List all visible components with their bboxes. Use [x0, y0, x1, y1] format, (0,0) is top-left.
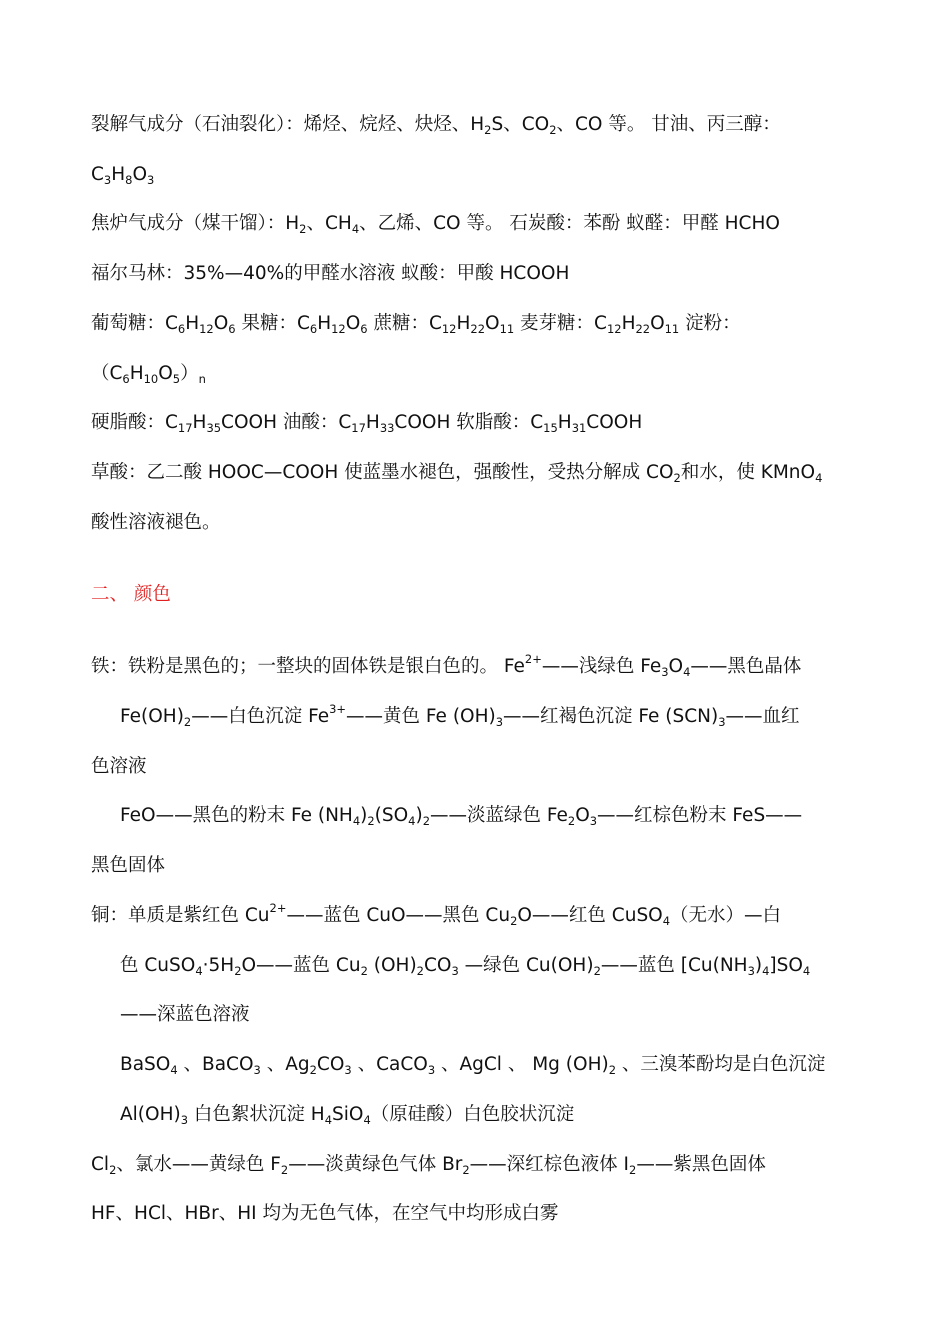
text-run: H: [456, 313, 471, 334]
subscript: 22: [635, 322, 651, 336]
superscript: 2+: [269, 901, 287, 916]
subscript: 4: [351, 222, 360, 236]
text-run: ): [360, 805, 368, 826]
text-run: H: [365, 412, 380, 433]
text-run: 、乙烯、CO 等。 石炭酸：苯酚 蚁醛：甲醛 HCHO: [359, 213, 780, 234]
text-run: ——淡黄绿色气体 Br: [288, 1154, 463, 1175]
text-run: （C: [91, 363, 123, 384]
section-heading: [91, 586, 171, 605]
text-run: O: [345, 313, 361, 334]
text-line: [91, 166, 154, 185]
text-run: O: [485, 313, 500, 334]
text-run: Al(OH): [120, 1104, 181, 1125]
subscript: 3: [747, 964, 755, 978]
text-line: [91, 758, 147, 777]
text-run: 黑色固体: [91, 855, 166, 876]
text-run: ——紫黑色固体: [636, 1154, 766, 1175]
text-run: HF、HCl、HBr、HI 均为无色气体，在空气中均形成白雾: [91, 1203, 559, 1224]
subscript: 4: [662, 914, 671, 928]
subscript: 3: [451, 964, 459, 978]
text-run: 酸性溶液褪色。: [91, 512, 221, 533]
text-run: —绿色 Cu(OH): [458, 955, 594, 976]
text-run: SiO: [331, 1104, 364, 1125]
text-run: H: [185, 313, 200, 334]
subscript: 6: [309, 322, 318, 336]
text-run: 色 CuSO: [120, 955, 196, 976]
subscript: 4: [352, 814, 361, 828]
text-run: 、Ag: [260, 1054, 310, 1075]
subscript: 2: [510, 914, 518, 928]
subscript: 8: [125, 173, 133, 187]
text-run: H: [111, 164, 126, 185]
text-line: [120, 957, 810, 976]
subscript: 2: [367, 814, 375, 828]
text-run: COOH 油酸：C: [221, 412, 352, 433]
text-line: [120, 1056, 825, 1075]
subscript: 31: [571, 421, 587, 435]
text-run: ——深蓝色溶液: [120, 1004, 250, 1025]
text-run: (SO: [374, 805, 409, 826]
subscript: 2: [484, 123, 492, 137]
subscript: 3: [253, 1063, 261, 1077]
subscript: 3: [180, 1113, 188, 1127]
subscript: 10: [143, 372, 159, 386]
text-run: ——白色沉淀 Fe: [191, 706, 330, 727]
subscript: 12: [199, 322, 214, 336]
subscript: 3: [344, 1063, 352, 1077]
text-run: ): [415, 805, 423, 826]
text-line: [91, 1156, 766, 1175]
subscript: 2: [608, 1063, 616, 1077]
text-run: CO: [423, 955, 452, 976]
subscript: 2: [416, 964, 424, 978]
subscript: 6: [360, 322, 368, 336]
subscript: 3: [718, 715, 726, 729]
text-run: Fe(OH): [120, 706, 184, 727]
text-run: 、三溴苯酚均是白色沉淀: [616, 1054, 826, 1075]
text-run: 果糖：C: [235, 313, 310, 334]
text-run: 草酸：乙二酸 HOOC—COOH 使蓝墨水褪色，强酸性，受热分解成 CO: [91, 462, 674, 483]
text-run: 淀粉：: [679, 313, 741, 334]
text-run: O: [575, 805, 590, 826]
text-run: 、BaCO: [177, 1054, 254, 1075]
subscript: 2: [360, 964, 368, 978]
subscript: 17: [351, 421, 366, 435]
text-run: 麦芽糖：C: [514, 313, 607, 334]
subscript: 12: [606, 322, 622, 336]
text-run: 铜：单质是紫红色 Cu: [91, 905, 270, 926]
text-run: ——浅绿色 Fe: [541, 656, 662, 677]
text-line: [120, 702, 800, 729]
subscript: 4: [324, 1113, 332, 1127]
text-run: 、CH: [306, 213, 352, 234]
text-run: ——血红: [725, 706, 800, 727]
text-line: [91, 652, 802, 679]
text-line: [91, 365, 206, 384]
text-run: 色溶液: [91, 756, 147, 777]
text-run: ——蓝色 CuO——黑色 Cu: [286, 905, 511, 926]
subscript: 3: [103, 173, 112, 187]
subscript: 2: [309, 1063, 317, 1077]
text-run: H: [129, 363, 144, 384]
text-run: 、CO 等。 甘油、丙三醇：: [556, 114, 781, 135]
subscript: 11: [664, 322, 680, 336]
text-line: [91, 901, 782, 928]
text-run: ）: [180, 363, 199, 384]
text-line: [120, 807, 802, 826]
text-run: C: [91, 164, 104, 185]
text-line: [91, 857, 165, 876]
subscript: 4: [363, 1113, 371, 1127]
text-run: 、AgCl 、 Mg (OH): [435, 1054, 609, 1075]
text-run: S、CO: [491, 114, 550, 135]
text-line: [91, 215, 780, 234]
text-run: (OH): [367, 955, 417, 976]
subscript: 5: [172, 372, 181, 386]
text-run: H: [317, 313, 332, 334]
text-line: [91, 464, 822, 483]
subscript: 12: [331, 322, 346, 336]
text-run: 硬脂酸：C: [91, 412, 178, 433]
text-run: 裂解气成分（石油裂化）：烯烃、烷烃、炔烃、H: [91, 114, 485, 135]
text-run: ——蓝色 [Cu(NH: [600, 955, 748, 976]
text-line: [91, 265, 569, 284]
subscript: 3: [589, 814, 598, 828]
superscript: 3+: [329, 702, 347, 717]
text-run: 、氯水——黄绿色 F: [116, 1154, 281, 1175]
subscript: 12: [441, 322, 457, 336]
text-run: ——黑色晶体: [690, 656, 802, 677]
text-run: ——淡蓝绿色 Fe: [429, 805, 568, 826]
subscript: 2: [422, 814, 430, 828]
subscript: 4: [195, 964, 203, 978]
text-run: 和水，使 KMnO: [680, 462, 816, 483]
text-run: 二、 颜色: [91, 584, 171, 605]
text-line: [91, 1205, 558, 1224]
subscript: 35: [206, 421, 222, 435]
subscript: 22: [470, 322, 485, 336]
subscript: 4: [762, 964, 770, 978]
text-run: （无水）—白: [670, 905, 782, 926]
superscript: 2+: [524, 652, 542, 667]
text-line: [91, 514, 221, 533]
subscript: 2: [280, 1163, 289, 1177]
subscript: 2: [593, 964, 601, 978]
text-run: CO: [316, 1054, 345, 1075]
text-run: ): [754, 955, 763, 976]
subscript: 2: [629, 1163, 637, 1177]
subscript: 2: [549, 123, 557, 137]
text-run: ——深红棕色液体 I: [469, 1154, 630, 1175]
text-run: 焦炉气成分（煤干馏）：H: [91, 213, 300, 234]
text-run: H: [621, 313, 636, 334]
subscript: 4: [683, 665, 691, 679]
subscript: 4: [802, 964, 811, 978]
text-run: ——红褐色沉淀 Fe (SCN): [503, 706, 719, 727]
subscript: 11: [499, 322, 515, 336]
subscript: 3: [427, 1063, 436, 1077]
text-run: O: [158, 363, 173, 384]
text-run: 蔗糖：C: [367, 313, 442, 334]
text-run: H: [557, 412, 572, 433]
subscript: 4: [408, 814, 416, 828]
text-run: （原硅酸）白色胶状沉淀: [370, 1104, 575, 1125]
subscript: 33: [379, 421, 395, 435]
subscript: 3: [495, 715, 504, 729]
text-run: BaSO: [120, 1054, 171, 1075]
subscript: 2: [183, 715, 192, 729]
subscript: 2: [673, 471, 681, 485]
text-run: ——红棕色粉末 FeS——: [597, 805, 803, 826]
text-run: O——蓝色 Cu: [241, 955, 361, 976]
text-run: 葡萄糖：C: [91, 313, 178, 334]
subscript: 17: [177, 421, 193, 435]
text-line: [120, 1106, 574, 1125]
subscript: 15: [543, 421, 558, 435]
text-line: [91, 315, 741, 334]
subscript: 4: [815, 471, 823, 485]
subscript: 3: [661, 665, 669, 679]
text-run: ]SO: [769, 955, 803, 976]
text-line: [91, 414, 642, 433]
subscript: 4: [170, 1063, 178, 1077]
text-run: COOH 软脂酸：C: [394, 412, 544, 433]
subscript: 2: [234, 964, 242, 978]
subscript: 6: [122, 372, 130, 386]
text-run: Cl: [91, 1154, 110, 1175]
text-run: 白色絮状沉淀 H: [188, 1104, 325, 1125]
text-line: [120, 1006, 250, 1025]
subscript: 2: [299, 222, 307, 236]
subscript: 3: [147, 173, 155, 187]
subscript: n: [198, 372, 206, 386]
text-run: O: [213, 313, 229, 334]
subscript: 2: [462, 1163, 470, 1177]
subscript: 6: [228, 322, 236, 336]
text-run: ——黄色 Fe (OH): [346, 706, 496, 727]
text-run: 铁：铁粉是黑色的；一整块的固体铁是银白色的。 Fe: [91, 656, 525, 677]
text-run: O: [668, 656, 684, 677]
text-run: FeO——黑色的粉末 Fe (NH: [120, 805, 353, 826]
text-run: O: [650, 313, 665, 334]
text-run: ·5H: [202, 955, 235, 976]
subscript: 2: [567, 814, 576, 828]
text-run: H: [192, 412, 207, 433]
subscript: 2: [109, 1163, 117, 1177]
text-line: [91, 116, 781, 135]
text-run: COOH: [586, 412, 643, 433]
subscript: 6: [177, 322, 186, 336]
text-run: 、CaCO: [351, 1054, 428, 1075]
text-run: O——红色 CuSO: [517, 905, 663, 926]
text-run: 福尔马林：35%—40%的甲醛水溶液 蚁酸：甲酸 HCOOH: [91, 263, 570, 284]
text-run: O: [132, 164, 147, 185]
